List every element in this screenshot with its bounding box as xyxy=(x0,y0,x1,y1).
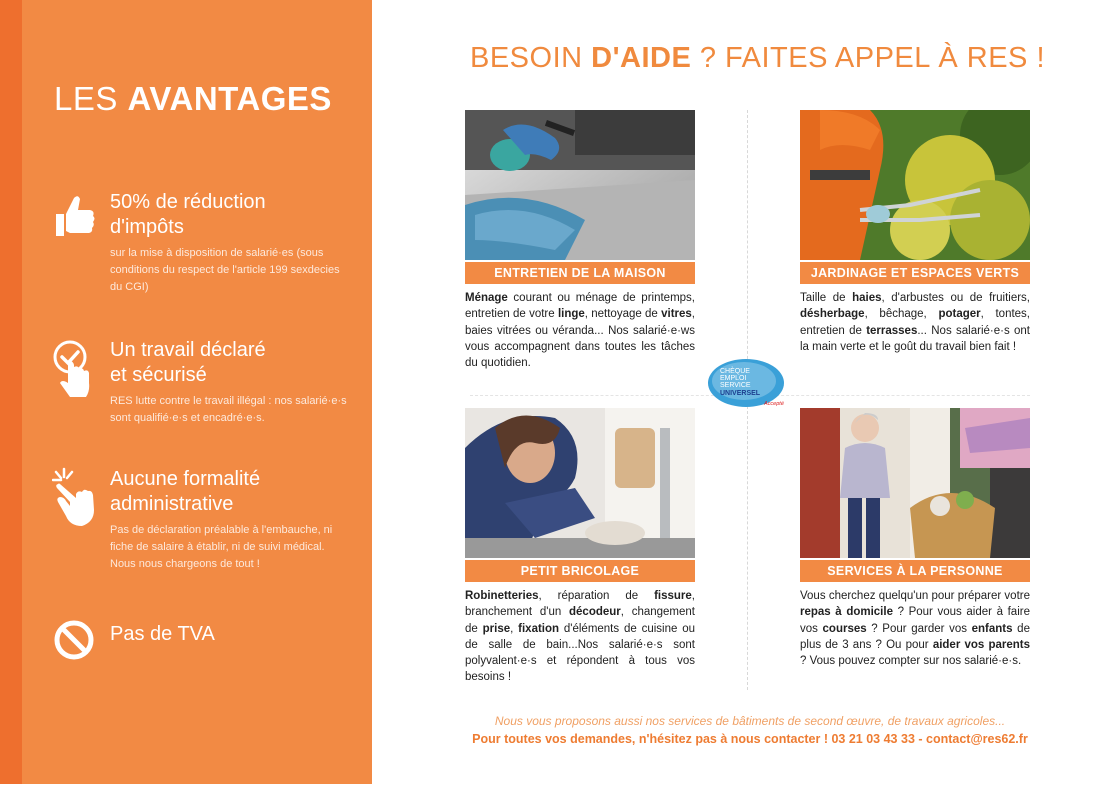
description-run: , branchement d'un xyxy=(465,590,695,619)
cesu-line4: UNIVERSEL xyxy=(720,390,761,397)
service-label: ENTRETIEN DE LA MAISON xyxy=(465,262,695,284)
description-run: , nettoyage de xyxy=(584,308,662,321)
footer-services-note: Nous vous proposons aussi nos services de bâtiments de second œuvre, de travaux agricoles... xyxy=(494,714,1006,728)
description-bold-run: aider vos parents xyxy=(932,638,1031,651)
cesu-accepted: Accepté xyxy=(764,401,784,407)
cesu-badge xyxy=(706,355,792,411)
description-run: de plus de 3 ans ? Ou pour xyxy=(800,622,1030,651)
prohibited-icon xyxy=(52,618,96,662)
description-run: ... Nos salarié·e·s ont la main verte et le goût du travail bien fait ! xyxy=(800,324,1030,353)
advantage-text: sur la mise à disposition de salarié·es (sous conditions du respect de l'article 199 sexdecies du CGI) xyxy=(110,247,340,293)
description-run: ? Vous pouvez compter sur nos salarié·e·s. xyxy=(800,655,1022,668)
advantage-title-line1: Aucune formalité xyxy=(110,468,261,490)
description-run: , xyxy=(510,622,519,635)
advantage-text: Pas de déclaration préalable à l'embauche, ni fiche de salaire à établir, ni de suivi médical. Nous nous chargeons de tout ! xyxy=(110,524,333,570)
diy-photo xyxy=(465,408,695,558)
service-label: SERVICES À LA PERSONNE xyxy=(800,560,1030,582)
advantage-title-line2: et sécurisé xyxy=(110,364,207,386)
headline-part1: BESOIN xyxy=(470,42,592,74)
service-description xyxy=(465,290,695,371)
description-run: , changement de xyxy=(465,606,695,635)
description-run: Taille de xyxy=(800,292,853,304)
headline-bold: D'AIDE xyxy=(591,42,692,74)
cleaning-photo xyxy=(465,110,695,260)
advantage-title-line1: Pas de TVA xyxy=(110,623,215,645)
cesu-line1: CHÈQUE xyxy=(720,368,750,375)
thumbs-up-icon xyxy=(52,190,96,242)
description-bold-run: courses xyxy=(822,622,867,635)
page-headline xyxy=(470,42,1070,75)
description-bold-run: Ménage xyxy=(465,292,508,304)
description-run: courant ou ménage de printemps, entretien de votre xyxy=(465,292,695,321)
description-run: ? Pour garder vos xyxy=(866,622,972,635)
description-bold-run: haies xyxy=(852,292,882,304)
description-run: d'éléments de cuisine ou de salle de bain...Nos salarié·e·s sont polyvalent·e·s et répondent à tous vos besoins ! xyxy=(465,622,695,684)
description-run: ? Pour vous aider à faire vos xyxy=(800,606,1030,635)
headline-part2: ? FAITES APPEL À RES ! xyxy=(691,42,1046,74)
check-touch-icon xyxy=(52,338,96,400)
description-bold-run: vitres xyxy=(661,308,692,321)
advantage-title-line2: administrative xyxy=(110,493,234,515)
tap-gesture-icon xyxy=(52,467,96,529)
description-bold-run: linge xyxy=(557,308,585,321)
description-bold-run: repas à domicile xyxy=(800,606,893,619)
service-description xyxy=(800,588,1030,669)
description-run: , d'arbustes ou de fruitiers, xyxy=(881,292,1031,304)
description-bold-run: potager xyxy=(938,308,981,321)
personal-services-photo xyxy=(800,408,1030,558)
description-bold-run: désherbage xyxy=(800,308,865,321)
service-label: PETIT BRICOLAGE xyxy=(465,560,695,582)
description-bold-run: terrasses xyxy=(866,324,918,337)
description-bold-run: décodeur xyxy=(569,606,621,619)
description-run: , réparation de xyxy=(538,590,655,602)
description-bold-run: enfants xyxy=(971,622,1013,635)
service-label: JARDINAGE ET ESPACES VERTS xyxy=(800,262,1030,284)
description-run: Vous cherchez quelqu'un pour préparer votre xyxy=(800,590,1030,602)
description-run: , tontes, entretien de xyxy=(800,308,1031,337)
cesu-line3: SERVICE xyxy=(720,382,751,389)
description-bold-run: Robinetteries xyxy=(465,590,539,602)
advantages-title xyxy=(54,80,332,118)
advantage-text: RES lutte contre le travail illégal : nos salarié·e·s sont qualifié·e·s et encadré·e·s. xyxy=(110,395,347,424)
description-run: , baies vitrées ou véranda... Nos salarié·e·ws vous accompagnent dans toutes les tâches du quotidien. xyxy=(465,308,695,370)
service-description xyxy=(465,588,695,686)
advantage-title-line1: 50% de réduction xyxy=(110,191,266,213)
advantages-panel xyxy=(0,0,372,784)
advantage-title-line1: Un travail déclaré xyxy=(110,339,266,361)
advantages-title-bold: AVANTAGES xyxy=(127,80,332,117)
cesu-line2: EMPLOI xyxy=(720,375,747,382)
footer-contact: Pour toutes vos demandes, n'hésitez pas à nous contacter ! 03 21 03 43 33 - contact@res62.fr xyxy=(472,732,1028,746)
service-description xyxy=(800,290,1030,355)
description-bold-run: prise xyxy=(482,622,511,635)
advantage-title-line2: d'impôts xyxy=(110,216,184,238)
gardening-photo xyxy=(800,110,1030,260)
description-run: , bêchage, xyxy=(864,308,939,321)
description-bold-run: fixation xyxy=(518,622,560,635)
advantages-title-normal: LES xyxy=(54,80,128,117)
description-bold-run: fissure xyxy=(654,590,692,602)
